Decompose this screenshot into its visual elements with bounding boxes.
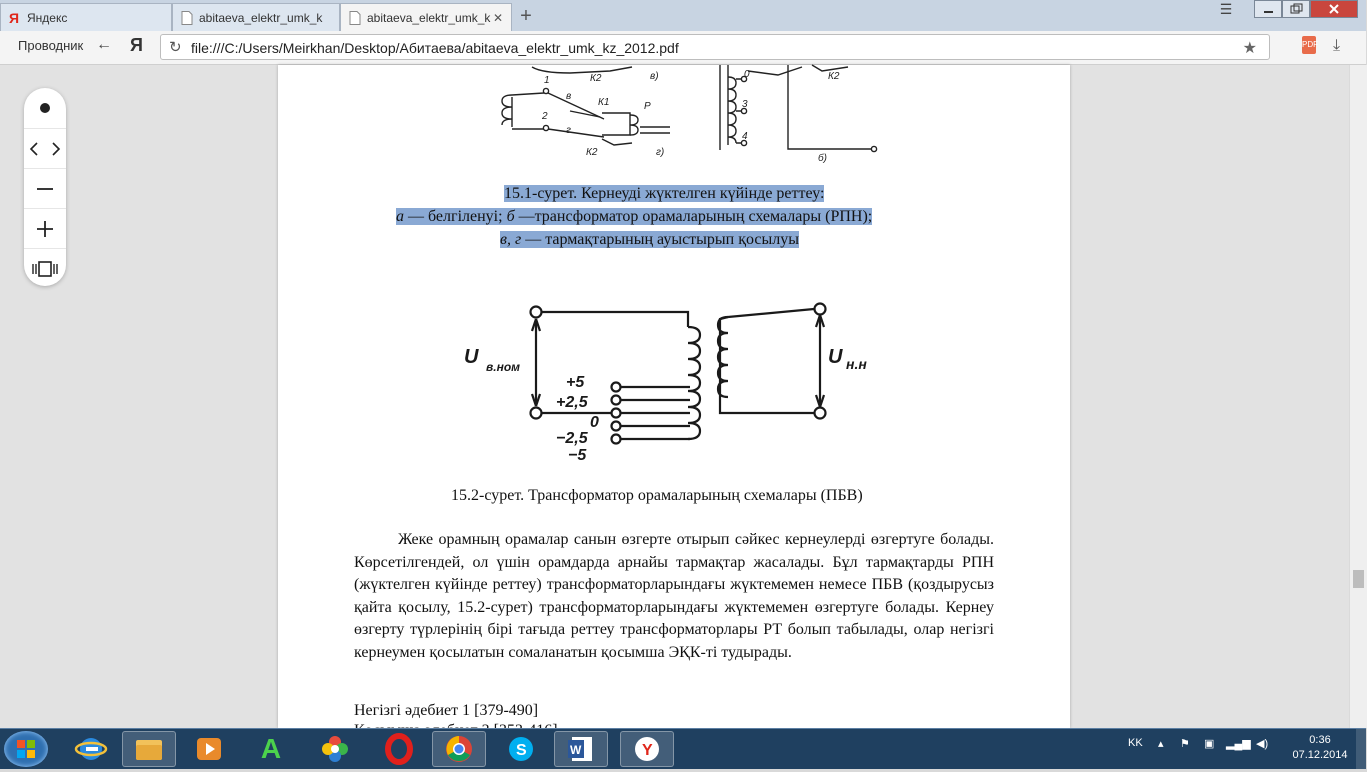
chrome-icon <box>444 734 474 764</box>
chrome-button[interactable] <box>432 731 486 767</box>
skype-button[interactable] <box>494 731 548 767</box>
figure-15-1-diagram <box>482 65 902 165</box>
fit-page-button[interactable] <box>24 248 66 289</box>
fig2-tap-0: 0 <box>590 414 599 431</box>
tab-pdf-2[interactable] <box>340 3 512 32</box>
zoom-out-icon <box>35 179 55 199</box>
fig1-label-b: в <box>566 91 572 102</box>
volume-icon[interactable]: ◀) <box>1256 738 1269 750</box>
internet-explorer-icon <box>76 734 106 764</box>
document-icon <box>181 11 193 25</box>
fig1-label-r: Р <box>644 101 651 112</box>
navigation-bar <box>0 31 1366 65</box>
svg-text:W: W <box>570 743 582 757</box>
taskbar <box>0 728 1366 769</box>
fig1-label-4: 4 <box>742 131 748 142</box>
clock-date: 07.12.2014 <box>1292 749 1348 761</box>
download-icon[interactable]: ⤓ <box>1333 37 1341 54</box>
url-text[interactable]: file:///C:/Users/Meirkhan/Desktop/Абитаева/abitaeva_elektr_umk_kz_2012.pdf <box>191 40 679 56</box>
fig2-label-u-nn-sub: н.н <box>846 356 867 372</box>
close-window-button[interactable] <box>1310 0 1358 18</box>
opera-button[interactable] <box>372 731 426 767</box>
fig1-label-k2-right: К2 <box>828 71 840 82</box>
clock-time: 0:36 <box>1309 734 1331 746</box>
media-player-icon <box>194 734 224 764</box>
pdf-tool-panel <box>24 88 66 286</box>
minimize-icon <box>1255 1 1281 17</box>
fig1-label-0: 0 <box>744 69 750 80</box>
fig2-tap-minus5: −5 <box>568 447 587 464</box>
page-nav-button[interactable] <box>24 128 66 169</box>
windows-logo-icon <box>4 731 48 767</box>
yandex-browser-button[interactable] <box>620 731 674 767</box>
tab-strip <box>0 0 1366 32</box>
internet-explorer-button[interactable] <box>64 731 118 767</box>
prev-next-icon <box>28 141 62 157</box>
fig1-caption-line3: в, г — тармақтарының ауыстырып қосылуы <box>500 231 799 248</box>
yandex-browser-icon <box>632 734 662 764</box>
fig2-caption: 15.2-сурет. Трансформатор орамаларының схемалары (ПБВ) <box>451 487 863 504</box>
svg-text:S: S <box>516 742 527 759</box>
word-button[interactable] <box>554 731 608 767</box>
reload-icon[interactable]: ↻ <box>169 39 182 56</box>
pdf-extension-icon[interactable]: PDF <box>1302 36 1316 54</box>
skype-icon <box>506 734 536 764</box>
fig2-tap-plus5: +5 <box>566 374 585 391</box>
folder-icon <box>134 736 164 762</box>
fig2-label-u-nn: U <box>828 346 843 368</box>
show-desktop-button[interactable] <box>1356 729 1366 769</box>
language-indicator[interactable]: KK <box>1128 737 1143 749</box>
new-tab-button[interactable]: + <box>520 5 532 27</box>
minimize-button[interactable] <box>1254 0 1282 18</box>
fig1-label-3: 3 <box>742 99 748 110</box>
fig1-caption-line2: а — белгіленуі; б —трансформатор орамаларының схемалары (РПН); <box>396 208 873 225</box>
bookmark-star-icon[interactable]: ★ <box>1242 40 1257 57</box>
document-icon <box>349 11 361 25</box>
pdf-viewer <box>0 65 1366 728</box>
tab-title: abitaeva_elektr_umk_k <box>367 11 491 25</box>
flower-app-button[interactable] <box>308 731 362 767</box>
fig1-label-v: в) <box>650 71 659 82</box>
fig1-label-k2-top: К2 <box>590 73 602 84</box>
figure-15-2-diagram <box>458 297 888 467</box>
tab-title: Яндекс <box>27 10 68 25</box>
green-a-icon: A <box>260 733 282 764</box>
fig1-label-2: 2 <box>542 111 548 122</box>
reference-main: Негізгі әдебиет 1 [379-490] <box>354 702 539 719</box>
opera-icon <box>384 734 414 764</box>
close-icon <box>1311 1 1357 17</box>
menu-icon[interactable]: ☰ <box>1219 1 1233 17</box>
tab-yandex[interactable] <box>0 3 172 31</box>
fig1-caption-line1: 15.1-сурет. Кернеуді жүктелген күйінде реттеу: <box>504 185 825 202</box>
fig2-tap-plus2-5: +2,5 <box>556 394 588 411</box>
close-tab-icon[interactable]: ✕ <box>492 11 504 25</box>
pointer-tool-button[interactable] <box>24 88 66 128</box>
fig1-label-1: 1 <box>544 75 550 86</box>
fig1-label-g: г <box>566 125 571 136</box>
file-explorer-button[interactable] <box>122 731 176 767</box>
fig2-label-u-nom-sub: в.ном <box>486 360 521 374</box>
scrollbar-thumb[interactable] <box>1353 570 1364 588</box>
fit-page-icon <box>31 260 59 278</box>
vertical-scrollbar[interactable] <box>1349 65 1367 728</box>
back-arrow-icon[interactable]: ← <box>96 36 112 53</box>
fig1-label-g-paren: г) <box>656 147 665 158</box>
tab-pdf-1[interactable] <box>172 3 340 31</box>
fig1-label-b-paren: б) <box>818 153 827 164</box>
yandex-logo-icon[interactable]: Я <box>130 35 143 55</box>
fig2-tap-minus2-5: −2,5 <box>556 430 588 447</box>
green-a-app-button[interactable] <box>244 731 298 767</box>
clock[interactable] <box>1290 733 1350 763</box>
fig2-label-u-nom: U <box>464 346 479 368</box>
tab-title: abitaeva_elektr_umk_k <box>199 10 323 25</box>
explorer-button[interactable]: Проводник <box>18 38 84 53</box>
signal-icon[interactable]: ▂▄▆ <box>1226 738 1251 750</box>
body-paragraph: Жеке орамның орамалар санын өзгерте отырып сәйкес кернеулерді өзгертуге болады. Көрсетілгендей, ол үшін орамдарда арнайы тармақтар жасалады. Бұл тармақтарды РПН (жүктелген күйінде реттеу) трансформаторларындағы жүктемемен немесе ПБВ (қоздырусыз қайта қосылу, 15.2-сурет) трансформаторларындағы жүктемемен өзгертуге болады. Кернеу өзгерту түрлерінің бірі тағыда реттеу трансформаторлары РТ болып табылады, олар негізгі кернеумен қосылатын сомаланатын қосымша ЭҚК-ті тудырады. <box>354 531 994 661</box>
network-error-icon[interactable]: ⚑ <box>1180 738 1190 750</box>
dot-icon <box>39 102 51 114</box>
word-icon <box>566 734 596 764</box>
zoom-out-button[interactable] <box>24 168 66 209</box>
svg-text:Y: Y <box>642 742 653 759</box>
zoom-in-button[interactable] <box>24 208 66 249</box>
restore-icon <box>1283 1 1309 17</box>
address-bar[interactable] <box>160 34 1270 60</box>
fig1-label-k1: К1 <box>598 97 610 108</box>
flower-icon <box>320 734 350 764</box>
restore-button[interactable] <box>1282 0 1310 18</box>
windows-start-button[interactable] <box>4 731 48 767</box>
zoom-in-icon <box>35 219 55 239</box>
media-player-button[interactable] <box>182 731 236 767</box>
fig1-label-k2-bottom: К2 <box>586 147 598 158</box>
tray-arrow-icon[interactable]: ▴ <box>1158 738 1164 750</box>
usb-icon[interactable]: ▣ <box>1204 738 1215 750</box>
yandex-icon: Я <box>9 9 20 26</box>
pdf-page <box>278 65 1070 728</box>
